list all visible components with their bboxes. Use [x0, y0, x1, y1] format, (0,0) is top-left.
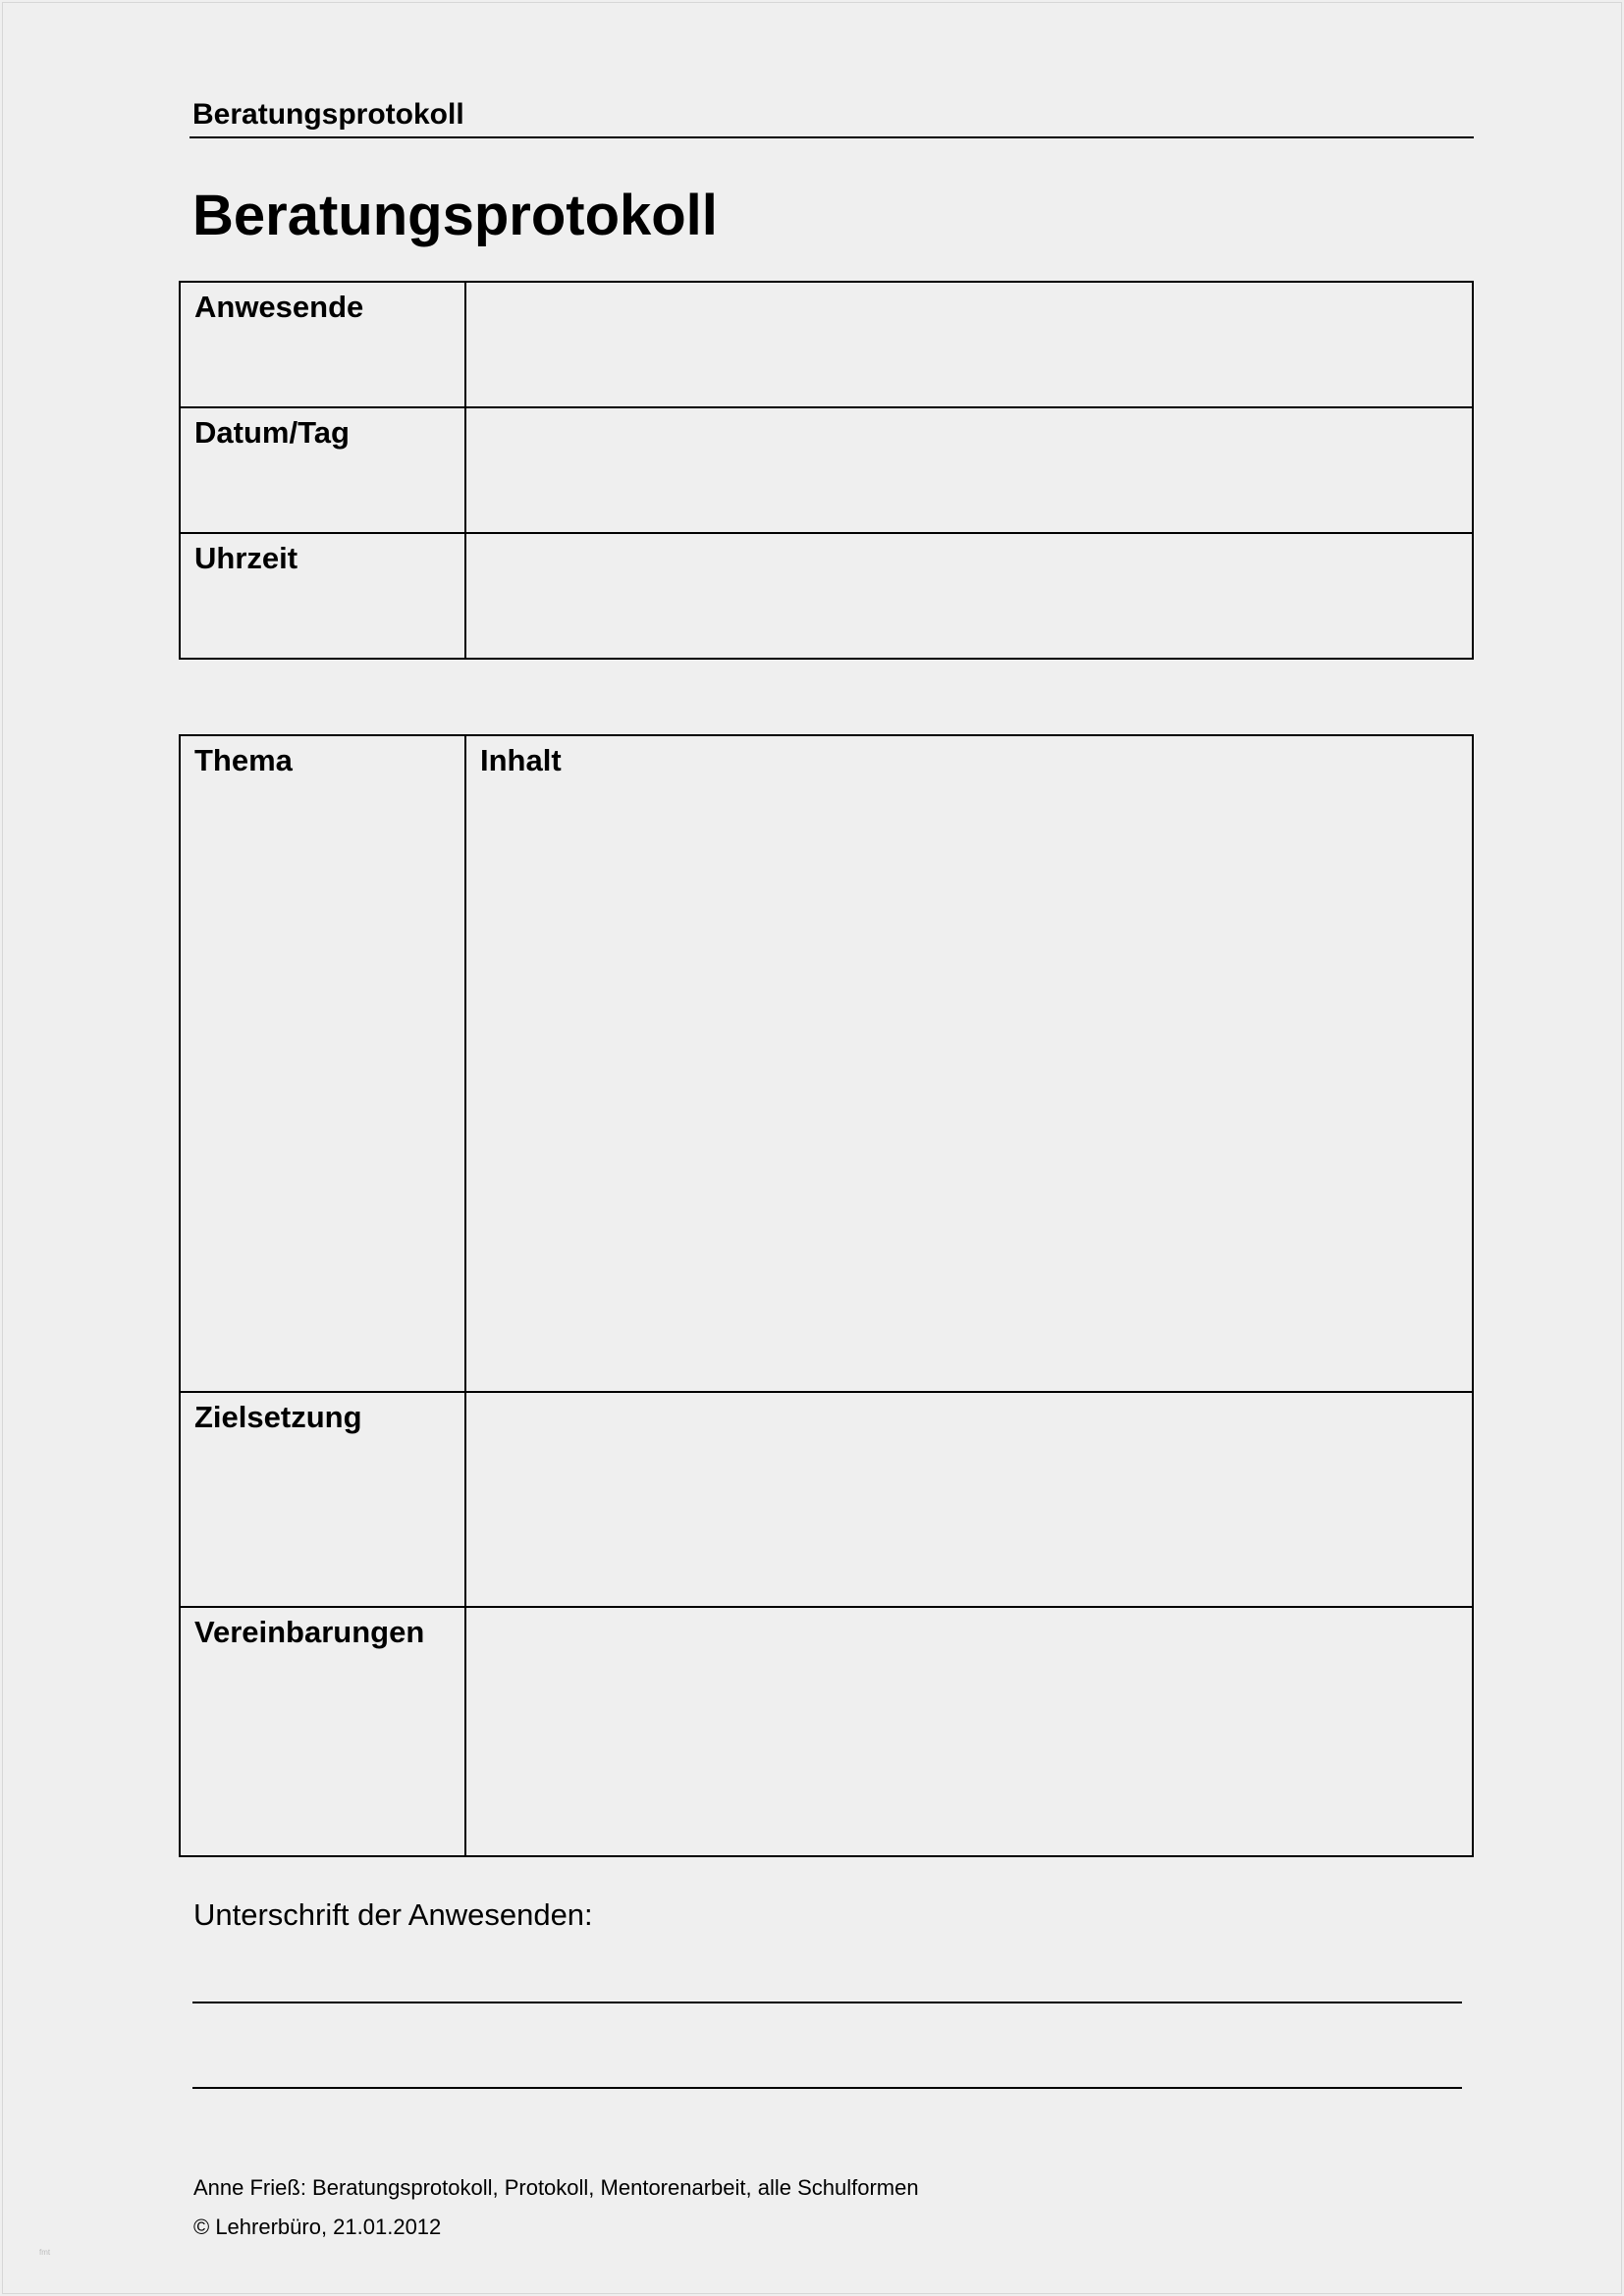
signature-label: Unterschrift der Anwesenden: [193, 1897, 593, 1932]
signature-line[interactable] [192, 2087, 1462, 2089]
date-label: Datum/Tag [194, 415, 350, 450]
table-row-date [180, 407, 1473, 533]
label-cell [180, 282, 465, 407]
table-row-attendees [180, 282, 1473, 407]
content-table [179, 734, 1474, 1857]
table-row-agreements [180, 1607, 1473, 1856]
running-header: Beratungsprotokoll [192, 98, 464, 131]
page-title: Beratungsprotokoll [192, 184, 718, 247]
attendees-field[interactable] [465, 282, 1473, 407]
table-row-topic [180, 735, 1473, 1392]
footer-credit: Anne Frieß: Beratungsprotokoll, Protokoll, Mentorenarbeit, alle Schulformen [193, 2175, 919, 2200]
label-cell [180, 1607, 465, 1856]
topic-field[interactable] [180, 735, 465, 1392]
table-row-time [180, 533, 1473, 659]
content-label: Inhalt [480, 743, 562, 777]
time-label: Uhrzeit [194, 541, 298, 575]
time-field[interactable] [465, 533, 1473, 659]
topic-label: Thema [194, 743, 293, 777]
objective-field[interactable] [465, 1392, 1473, 1607]
info-table [179, 281, 1474, 660]
table-row-objective [180, 1392, 1473, 1607]
attendees-label: Anwesende [194, 290, 364, 324]
header-rule [189, 136, 1474, 138]
agreements-field[interactable] [465, 1607, 1473, 1856]
footer-copyright: © Lehrerbüro, 21.01.2012 [193, 2215, 442, 2239]
objective-label: Zielsetzung [194, 1400, 362, 1434]
label-cell [180, 407, 465, 533]
label-cell [180, 533, 465, 659]
page-mark: fmt [39, 2248, 51, 2257]
date-field[interactable] [465, 407, 1473, 533]
agreements-label: Vereinbarungen [194, 1615, 425, 1649]
signature-line[interactable] [192, 2002, 1462, 2003]
label-cell [180, 1392, 465, 1607]
content-field[interactable] [465, 735, 1473, 1392]
